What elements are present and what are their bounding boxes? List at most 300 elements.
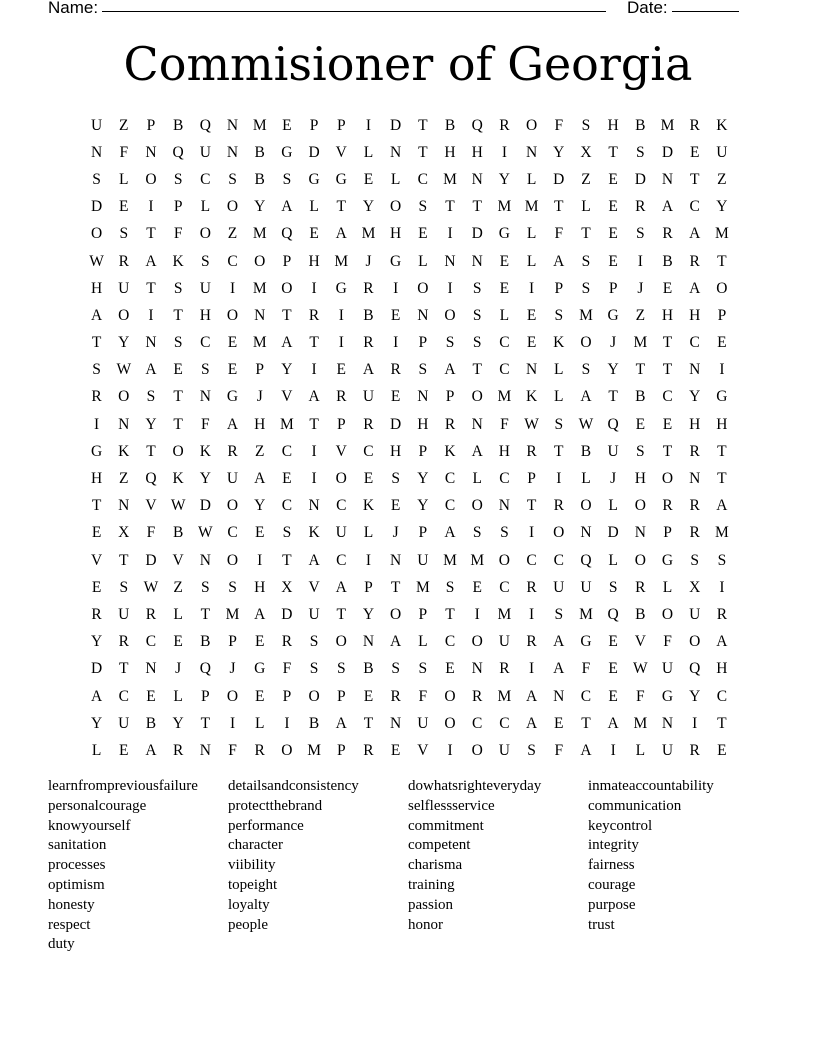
grid-letter[interactable]: S <box>173 334 183 352</box>
grid-letter[interactable]: A <box>335 578 347 596</box>
grid-letter[interactable]: R <box>662 497 673 515</box>
grid-letter[interactable]: Z <box>227 225 238 243</box>
grid-letter[interactable]: A <box>145 741 157 759</box>
grid-letter[interactable]: H <box>689 306 701 324</box>
grid-letter[interactable]: C <box>444 497 456 515</box>
grid-letter[interactable]: P <box>527 470 536 488</box>
grid-letter[interactable]: A <box>716 633 728 651</box>
grid-letter[interactable]: S <box>554 605 564 623</box>
grid-letter[interactable]: G <box>226 388 239 406</box>
grid-letter[interactable]: U <box>417 714 429 732</box>
grid-letter[interactable]: S <box>92 361 101 379</box>
grid-letter[interactable]: H <box>471 143 483 161</box>
grid-letter[interactable]: P <box>336 415 346 433</box>
grid-letter[interactable]: B <box>254 143 265 161</box>
grid-letter[interactable]: A <box>281 334 293 352</box>
grid-letter[interactable]: U <box>118 605 130 623</box>
grid-letter[interactable]: O <box>553 524 565 542</box>
grid-letter[interactable]: U <box>362 388 375 406</box>
grid-letter[interactable]: R <box>689 116 700 134</box>
grid-letter[interactable]: M <box>660 116 675 134</box>
grid-letter[interactable]: R <box>716 605 728 623</box>
grid-letter[interactable]: A <box>525 714 538 732</box>
grid-letter[interactable]: I <box>474 605 480 623</box>
grid-letter[interactable]: P <box>255 361 265 379</box>
grid-letter[interactable]: K <box>444 442 456 460</box>
grid-letter[interactable]: T <box>717 714 727 732</box>
grid-letter[interactable]: N <box>634 524 646 542</box>
grid-letter[interactable]: T <box>717 470 727 488</box>
grid-letter[interactable]: S <box>636 225 645 243</box>
grid-letter[interactable]: L <box>526 170 537 188</box>
grid-letter[interactable]: L <box>200 198 211 216</box>
grid-letter[interactable]: O <box>634 551 646 569</box>
grid-letter[interactable]: T <box>662 442 673 460</box>
grid-letter[interactable]: O <box>471 497 483 515</box>
grid-letter[interactable]: D <box>281 605 293 623</box>
grid-letter[interactable]: I <box>257 551 263 569</box>
grid-letter[interactable]: A <box>281 198 293 216</box>
grid-letter[interactable]: T <box>282 551 292 569</box>
grid-letter[interactable]: Z <box>119 116 129 134</box>
grid-letter[interactable]: E <box>390 497 401 515</box>
grid-letter[interactable]: N <box>199 741 211 759</box>
grid-letter[interactable]: H <box>498 442 510 460</box>
grid-letter[interactable]: R <box>91 605 102 623</box>
grid-letter[interactable]: G <box>498 225 510 243</box>
grid-letter[interactable]: P <box>201 687 210 705</box>
grid-letter[interactable]: P <box>336 687 346 705</box>
grid-letter[interactable]: S <box>581 116 591 134</box>
grid-letter[interactable]: A <box>254 470 266 488</box>
grid-letter[interactable]: T <box>173 388 183 406</box>
grid-letter[interactable]: V <box>335 442 347 460</box>
grid-letter[interactable]: I <box>637 252 643 270</box>
grid-letter[interactable]: G <box>661 551 674 569</box>
grid-letter[interactable]: O <box>417 279 429 297</box>
grid-letter[interactable]: J <box>392 524 399 542</box>
grid-letter[interactable]: K <box>553 334 565 352</box>
grid-letter[interactable]: G <box>254 660 266 678</box>
grid-letter[interactable]: G <box>281 143 293 161</box>
grid-letter[interactable]: I <box>284 714 290 732</box>
grid-letter[interactable]: U <box>308 605 320 623</box>
grid-letter[interactable]: U <box>553 578 565 596</box>
grid-letter[interactable]: H <box>90 279 103 297</box>
grid-letter[interactable]: I <box>529 605 535 623</box>
grid-letter[interactable]: N <box>118 415 130 433</box>
grid-letter[interactable]: A <box>553 633 565 651</box>
grid-letter[interactable]: H <box>90 470 103 488</box>
grid-letter[interactable]: C <box>499 334 510 352</box>
grid-letter[interactable]: G <box>335 170 347 188</box>
grid-letter[interactable]: T <box>119 551 129 569</box>
grid-letter[interactable]: S <box>527 741 536 759</box>
grid-letter[interactable]: P <box>418 605 428 623</box>
grid-letter[interactable]: A <box>580 388 592 406</box>
grid-letter[interactable]: Z <box>173 578 183 596</box>
grid-letter[interactable]: D <box>145 551 157 569</box>
grid-letter[interactable]: C <box>499 714 510 732</box>
grid-letter[interactable]: E <box>608 170 618 188</box>
grid-letter[interactable]: E <box>91 524 102 542</box>
grid-letter[interactable]: W <box>116 361 132 379</box>
grid-letter[interactable]: S <box>717 551 727 569</box>
grid-letter[interactable]: T <box>608 143 618 161</box>
grid-letter[interactable]: D <box>471 225 483 243</box>
grid-letter[interactable]: Q <box>580 551 592 569</box>
grid-letter[interactable]: N <box>471 660 483 678</box>
grid-letter[interactable]: R <box>363 415 374 433</box>
grid-letter[interactable]: S <box>554 306 564 324</box>
grid-letter[interactable]: C <box>444 633 456 651</box>
grid-letter[interactable]: A <box>444 524 456 542</box>
grid-letter[interactable]: U <box>199 143 211 161</box>
grid-letter[interactable]: Q <box>172 143 184 161</box>
grid-letter[interactable]: H <box>634 470 646 488</box>
grid-letter[interactable]: R <box>254 741 265 759</box>
grid-letter[interactable]: R <box>336 388 347 406</box>
grid-letter[interactable]: N <box>199 551 211 569</box>
grid-letter[interactable]: E <box>227 361 238 379</box>
grid-letter[interactable]: J <box>610 334 617 352</box>
grid-letter[interactable]: R <box>363 279 374 297</box>
grid-letter[interactable]: I <box>719 361 725 379</box>
grid-letter[interactable]: G <box>390 252 402 270</box>
grid-letter[interactable]: S <box>119 225 129 243</box>
grid-letter[interactable]: C <box>526 551 537 569</box>
grid-letter[interactable]: O <box>118 306 130 324</box>
grid-letter[interactable]: H <box>199 306 211 324</box>
grid-letter[interactable]: F <box>554 116 564 134</box>
grid-letter[interactable]: T <box>418 143 428 161</box>
grid-letter[interactable]: S <box>282 524 292 542</box>
grid-letter[interactable]: E <box>309 225 319 243</box>
grid-letter[interactable]: A <box>362 361 375 379</box>
grid-letter[interactable]: O <box>226 306 239 324</box>
grid-letter[interactable]: I <box>311 361 317 379</box>
grid-letter[interactable]: Y <box>689 687 701 705</box>
grid-letter[interactable]: X <box>118 524 130 542</box>
grid-letter[interactable]: L <box>526 225 537 243</box>
grid-letter[interactable]: M <box>497 388 512 406</box>
grid-letter[interactable]: P <box>418 442 428 460</box>
grid-letter[interactable]: J <box>175 660 182 678</box>
grid-letter[interactable]: O <box>172 442 184 460</box>
grid-letter[interactable]: D <box>634 170 646 188</box>
grid-letter[interactable]: E <box>608 252 618 270</box>
grid-letter[interactable]: E <box>173 633 183 651</box>
grid-letter[interactable]: R <box>689 497 700 515</box>
grid-letter[interactable]: Z <box>119 470 129 488</box>
grid-letter[interactable]: S <box>228 578 237 596</box>
grid-letter[interactable]: O <box>199 225 211 243</box>
grid-letter[interactable]: H <box>689 415 701 433</box>
grid-letter[interactable]: S <box>119 578 129 596</box>
grid-letter[interactable]: O <box>661 605 674 623</box>
grid-letter[interactable]: P <box>173 198 183 216</box>
grid-letter[interactable]: U <box>118 279 130 297</box>
grid-letter[interactable]: L <box>554 388 564 406</box>
grid-letter[interactable]: O <box>390 198 402 216</box>
grid-letter[interactable]: A <box>580 741 592 759</box>
grid-letter[interactable]: N <box>661 170 674 188</box>
grid-letter[interactable]: S <box>173 170 183 188</box>
grid-letter[interactable]: E <box>608 198 618 216</box>
grid-letter[interactable]: D <box>90 198 103 216</box>
grid-letter[interactable]: L <box>91 741 102 759</box>
grid-letter[interactable]: I <box>338 334 344 352</box>
grid-letter[interactable]: T <box>608 388 618 406</box>
grid-letter[interactable]: Q <box>281 225 293 243</box>
grid-letter[interactable]: N <box>254 306 266 324</box>
grid-letter[interactable]: Y <box>118 334 130 352</box>
grid-letter[interactable]: T <box>554 442 564 460</box>
grid-letter[interactable]: E <box>119 741 129 759</box>
grid-letter[interactable]: R <box>526 578 537 596</box>
grid-letter[interactable]: R <box>91 388 102 406</box>
grid-letter[interactable]: W <box>170 497 186 515</box>
grid-letter[interactable]: L <box>254 714 265 732</box>
grid-letter[interactable]: M <box>252 225 267 243</box>
grid-letter[interactable]: A <box>553 660 565 678</box>
grid-letter[interactable]: S <box>201 252 210 270</box>
grid-letter[interactable]: T <box>554 198 564 216</box>
grid-letter[interactable]: F <box>228 741 237 759</box>
grid-letter[interactable]: A <box>689 225 701 243</box>
grid-letter[interactable]: S <box>309 660 319 678</box>
grid-letter[interactable]: Y <box>90 633 103 651</box>
grid-letter[interactable]: A <box>390 633 402 651</box>
grid-letter[interactable]: E <box>717 334 727 352</box>
grid-letter[interactable]: S <box>690 551 700 569</box>
grid-letter[interactable]: W <box>89 252 104 270</box>
grid-letter[interactable]: S <box>472 279 482 297</box>
grid-letter[interactable]: P <box>445 388 455 406</box>
grid-letter[interactable]: A <box>90 306 103 324</box>
grid-letter[interactable]: L <box>472 470 482 488</box>
grid-letter[interactable]: V <box>90 551 103 569</box>
grid-letter[interactable]: P <box>418 334 428 352</box>
grid-letter[interactable]: O <box>444 687 456 705</box>
grid-letter[interactable]: T <box>418 116 428 134</box>
grid-letter[interactable]: T <box>390 578 401 596</box>
grid-letter[interactable]: S <box>418 361 428 379</box>
grid-letter[interactable]: L <box>173 605 183 623</box>
grid-letter[interactable]: S <box>336 660 346 678</box>
grid-letter[interactable]: Y <box>362 605 375 623</box>
grid-letter[interactable]: R <box>635 578 646 596</box>
grid-letter[interactable]: T <box>689 170 700 188</box>
grid-letter[interactable]: I <box>311 470 317 488</box>
grid-letter[interactable]: V <box>335 143 347 161</box>
grid-letter[interactable]: K <box>118 442 130 460</box>
grid-letter[interactable]: N <box>471 252 483 270</box>
grid-letter[interactable]: C <box>200 334 211 352</box>
grid-letter[interactable]: C <box>444 470 456 488</box>
grid-letter[interactable]: S <box>581 279 591 297</box>
grid-letter[interactable]: N <box>580 524 592 542</box>
grid-letter[interactable]: T <box>581 225 591 243</box>
grid-letter[interactable]: S <box>173 279 183 297</box>
grid-letter[interactable]: S <box>636 143 645 161</box>
grid-letter[interactable]: E <box>499 279 510 297</box>
grid-letter[interactable]: N <box>444 252 456 270</box>
grid-letter[interactable]: L <box>119 170 129 188</box>
grid-letter[interactable]: O <box>634 497 646 515</box>
grid-letter[interactable]: S <box>92 170 101 188</box>
grid-letter[interactable]: M <box>307 741 321 759</box>
grid-letter[interactable]: J <box>256 388 263 406</box>
grid-letter[interactable]: N <box>498 497 510 515</box>
grid-letter[interactable]: M <box>280 415 294 433</box>
grid-letter[interactable]: Q <box>199 660 211 678</box>
grid-letter[interactable]: W <box>633 660 648 678</box>
grid-letter[interactable]: N <box>471 415 483 433</box>
grid-letter[interactable]: F <box>663 633 672 651</box>
grid-letter[interactable]: N <box>308 497 320 515</box>
grid-letter[interactable]: O <box>308 687 320 705</box>
grid-letter[interactable]: C <box>200 170 211 188</box>
grid-letter[interactable]: M <box>579 306 593 324</box>
grid-letter[interactable]: N <box>226 143 239 161</box>
grid-letter[interactable]: Y <box>90 714 103 732</box>
grid-letter[interactable]: Y <box>254 497 266 515</box>
grid-letter[interactable]: X <box>689 578 701 596</box>
grid-letter[interactable]: M <box>524 198 539 216</box>
grid-letter[interactable]: I <box>365 551 372 569</box>
grid-letter[interactable]: R <box>444 415 456 433</box>
grid-letter[interactable]: P <box>282 687 292 705</box>
grid-letter[interactable]: N <box>390 143 402 161</box>
grid-letter[interactable]: O <box>281 279 293 297</box>
grid-letter[interactable]: G <box>90 442 103 460</box>
grid-letter[interactable]: M <box>361 225 376 243</box>
grid-letter[interactable]: O <box>498 551 510 569</box>
grid-letter[interactable]: C <box>336 551 347 569</box>
grid-letter[interactable]: M <box>470 551 485 569</box>
grid-letter[interactable]: E <box>363 170 374 188</box>
grid-letter[interactable]: A <box>471 442 483 460</box>
grid-letter[interactable]: G <box>308 170 320 188</box>
grid-letter[interactable]: D <box>90 660 103 678</box>
grid-letter[interactable]: R <box>281 633 293 651</box>
grid-letter[interactable]: H <box>254 415 266 433</box>
grid-letter[interactable]: D <box>390 116 402 134</box>
grid-letter[interactable]: T <box>717 252 727 270</box>
grid-letter[interactable]: Y <box>281 361 293 379</box>
grid-letter[interactable]: H <box>308 252 320 270</box>
grid-letter[interactable]: P <box>364 578 373 596</box>
grid-letter[interactable]: P <box>554 279 564 297</box>
grid-letter[interactable]: V <box>145 497 157 515</box>
grid-letter[interactable]: U <box>118 714 130 732</box>
grid-letter[interactable]: W <box>524 415 539 433</box>
grid-letter[interactable]: Z <box>581 170 591 188</box>
grid-letter[interactable]: N <box>525 361 538 379</box>
grid-letter[interactable]: M <box>225 605 240 623</box>
grid-letter[interactable]: I <box>148 306 154 324</box>
grid-letter[interactable]: A <box>308 388 320 406</box>
grid-letter[interactable]: T <box>445 198 455 216</box>
grid-letter[interactable]: A <box>444 361 456 379</box>
grid-letter[interactable]: R <box>308 306 320 324</box>
grid-letter[interactable]: P <box>418 524 428 542</box>
grid-letter[interactable]: K <box>172 252 184 270</box>
grid-letter[interactable]: V <box>417 741 429 759</box>
grid-letter[interactable]: O <box>525 116 538 134</box>
grid-letter[interactable]: C <box>227 524 238 542</box>
grid-letter[interactable]: Z <box>717 170 727 188</box>
grid-letter[interactable]: J <box>229 660 236 678</box>
grid-letter[interactable]: B <box>444 116 456 134</box>
grid-letter[interactable]: I <box>94 415 100 433</box>
grid-letter[interactable]: Y <box>172 714 184 732</box>
grid-letter[interactable]: S <box>391 470 400 488</box>
grid-letter[interactable]: O <box>444 714 456 732</box>
grid-letter[interactable]: E <box>526 306 537 324</box>
name-field[interactable] <box>102 11 606 12</box>
grid-letter[interactable]: R <box>118 633 129 651</box>
grid-letter[interactable]: L <box>526 252 537 270</box>
grid-letter[interactable]: N <box>199 388 211 406</box>
grid-letter[interactable]: K <box>362 497 375 515</box>
grid-letter[interactable]: L <box>581 470 591 488</box>
grid-letter[interactable]: L <box>363 143 374 161</box>
grid-letter[interactable]: B <box>172 524 184 542</box>
grid-letter[interactable]: P <box>309 116 319 134</box>
grid-letter[interactable]: C <box>499 361 510 379</box>
grid-letter[interactable]: C <box>363 442 374 460</box>
grid-letter[interactable]: H <box>716 415 728 433</box>
grid-letter[interactable]: M <box>443 170 457 188</box>
grid-letter[interactable]: W <box>143 578 159 596</box>
grid-letter[interactable]: R <box>689 524 700 542</box>
grid-letter[interactable]: I <box>148 198 154 216</box>
grid-letter[interactable]: B <box>172 116 184 134</box>
grid-letter[interactable]: O <box>580 497 592 515</box>
grid-letter[interactable]: O <box>390 605 402 623</box>
grid-letter[interactable]: I <box>311 442 317 460</box>
grid-letter[interactable]: I <box>365 116 372 134</box>
grid-letter[interactable]: U <box>90 116 103 134</box>
grid-letter[interactable]: O <box>580 334 592 352</box>
grid-letter[interactable]: T <box>91 497 102 515</box>
grid-letter[interactable]: T <box>173 415 183 433</box>
grid-letter[interactable]: K <box>199 442 211 460</box>
grid-letter[interactable]: C <box>227 252 238 270</box>
grid-letter[interactable]: Y <box>417 497 429 515</box>
grid-letter[interactable]: F <box>146 524 156 542</box>
grid-letter[interactable]: R <box>689 741 700 759</box>
grid-letter[interactable]: E <box>254 687 265 705</box>
grid-letter[interactable]: B <box>580 442 592 460</box>
grid-letter[interactable]: B <box>308 714 320 732</box>
grid-letter[interactable]: S <box>500 524 509 542</box>
grid-letter[interactable]: M <box>497 605 512 623</box>
grid-letter[interactable]: K <box>525 388 538 406</box>
grid-letter[interactable]: B <box>363 660 374 678</box>
grid-letter[interactable]: O <box>661 470 674 488</box>
grid-letter[interactable]: R <box>390 361 401 379</box>
grid-letter[interactable]: N <box>145 334 157 352</box>
grid-letter[interactable]: R <box>526 633 537 651</box>
grid-letter[interactable]: T <box>173 306 183 324</box>
grid-letter[interactable]: T <box>146 442 156 460</box>
grid-letter[interactable]: L <box>390 170 401 188</box>
grid-letter[interactable]: E <box>526 334 537 352</box>
grid-letter[interactable]: V <box>281 388 293 406</box>
